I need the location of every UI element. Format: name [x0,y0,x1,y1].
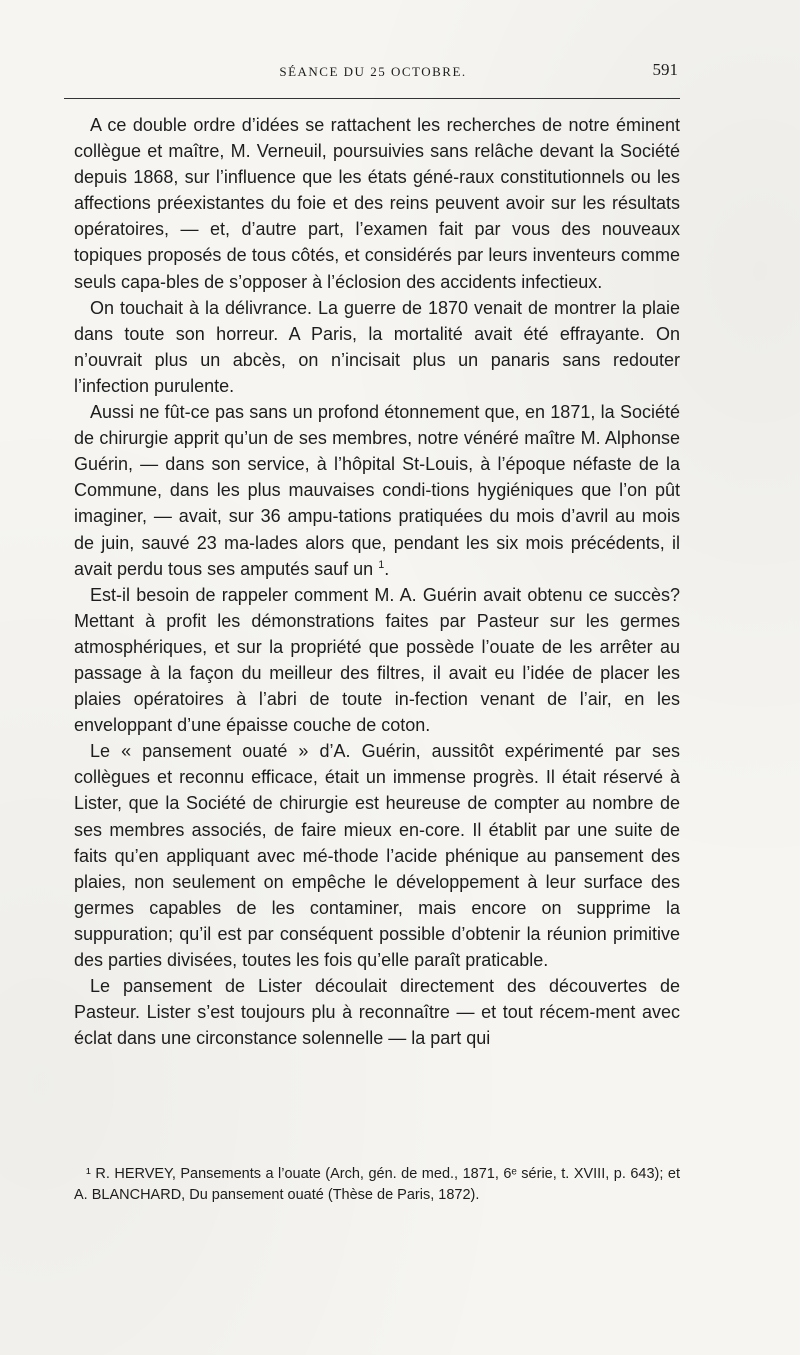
page-header [66,60,680,90]
footnote-reference: 1 [378,558,385,571]
paragraph-6: Le pansement de Lister découlait directement des découvertes de Pasteur. Lister s’est toujours plu à reconnaître — et tout récem-ment avec éclat dans une circonstance solennelle — la part qui [74,976,680,1049]
paragraph-3 [74,399,680,582]
paragraph-3-text: Aussi ne fût-ce pas sans un profond étonnement que, en 1871, la Société de chirurgie apprit qu’un de ses membres, notre vénéré maître M. Alphonse Guérin, — dans son service, à l’hôpital St-Louis, à l’époque néfaste de la Commune, dans les plus mauvaises condi-tions hygiéniques que l’on pût imaginer, — avait, sur 36 ampu-tations pratiquées du mois d’avril au mois de juin, sauvé 23 ma-lades alors que, pendant les six mois précédents, il avait perdu tous ses amputés sauf un [74,402,680,579]
footnotes [74,1164,680,1206]
footnote-1 [74,1164,680,1206]
paragraph-5: Le « pansement ouaté » d’A. Guérin, aussitôt expérimenté par ses collègues et reconnu efficace, était un immense progrès. Il était réservé à Lister, que la Société de chirurgie est heureuse de compter au nombre de ses membres associés, de faire mieux en-core. Il établit par une suite de faits qu’en appliquant avec mé-thode l’acide phénique au pansement des plaies, non seulement on empêche le développement à leur surface des germes capables de les contaminer, mais encore on supprime la suppuration; qu’il est par conséquent possible d’obtenir la réunion primitive des parties divisées, toutes les fois qu’elle paraît praticable. [74,741,680,970]
page-number: 591 [652,60,678,79]
running-head: SÉANCE DU 25 OCTOBRE. [279,64,467,79]
header-rule [64,98,680,99]
paragraph-3-end: . [384,558,390,579]
paragraph-4: Est-il besoin de rappeler comment M. A. Guérin avait obtenu ce succès? Mettant à profit les démonstrations faites par Pasteur sur les germes atmosphériques, et sur la propriété que possède l’ouate de les arrêter au passage à la façon du meilleur des filtres, il avait eu l’idée de placer les plaies opératoires à l’abri de toute in-fection venant de l’air, en les enveloppant d’une épaisse couche de coton. [74,584,680,736]
footnote-marker: ¹ [86,1166,91,1182]
footnote-text: R. HERVEY, Pansements a l’ouate (Arch, gén. de med., 1871, 6ᵉ série, t. XVIII, p. 643); et A. BLANCHARD, Du pansement ouaté (Thèse de Paris, 1872). [74,1166,681,1203]
body-text [74,112,680,1051]
paragraph-2: On touchait à la délivrance. La guerre de 1870 venait de montrer la plaie dans toute son horreur. A Paris, la mortalité avait été effrayante. On n’ouvrait plus un abcès, on n’incisait plus un panaris sans redouter l’infection purulente. [74,297,680,396]
paragraph-1: A ce double ordre d’idées se rattachent les recherches de notre éminent collègue et maître, M. Verneuil, poursuivies sans relâche devant la Société depuis 1868, sur l’influence que les états géné-raux constitutionnels ou les affections préexistantes du foie et des reins peuvent avoir sur les résultats opératoires, — et, d’autre part, l’examen fait par vous des nouveaux topiques proposés de tous côtés, et considérés par leurs inventeurs comme seuls capa-bles de s’opposer à l’éclosion des accidents infectieux. [74,115,680,292]
